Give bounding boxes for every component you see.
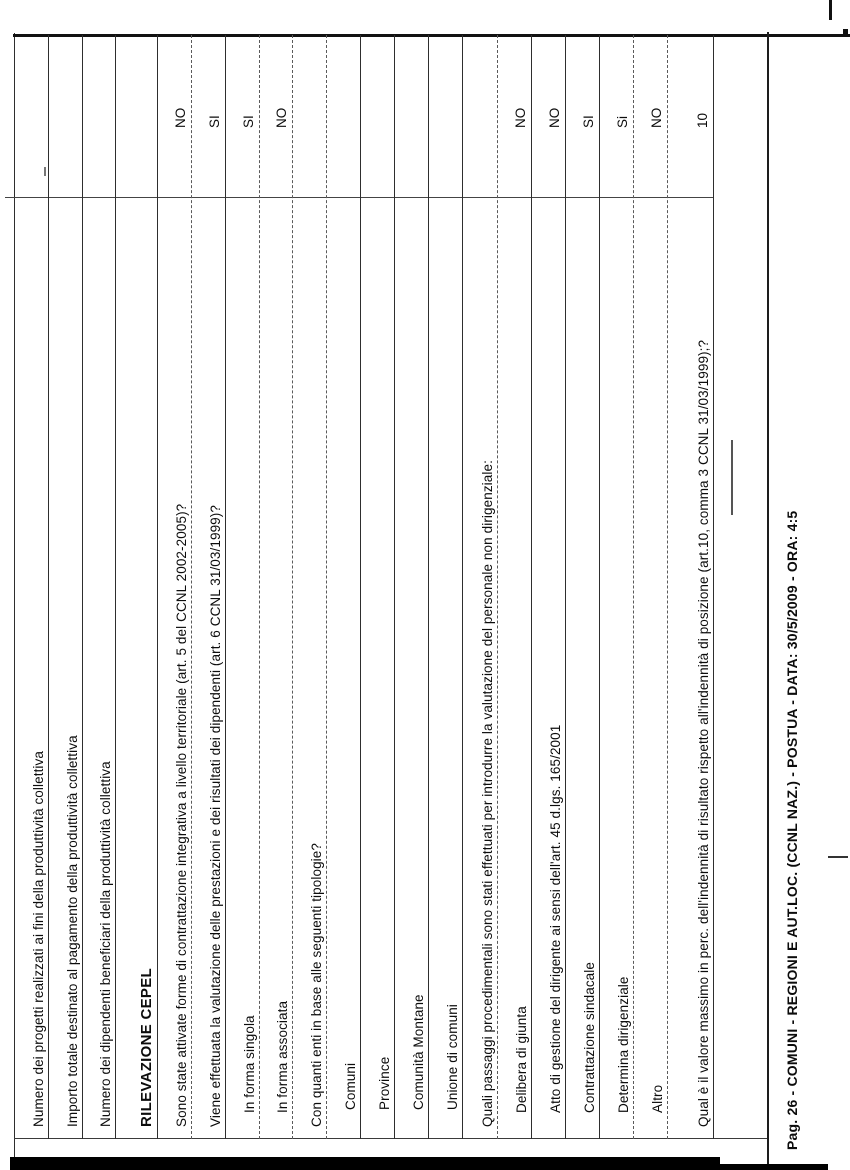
scan-mark-dash: [828, 856, 848, 858]
form-row: [15, 35, 49, 1139]
form-row: [360, 35, 395, 1139]
question-label: Unione di comuni: [445, 1004, 460, 1110]
form-row: [259, 35, 293, 1139]
form-row: [565, 35, 600, 1139]
question-label: Qual è il valore massimo in perc. dell'indennità di risultato rispetto all'indennità di posizione (art.10, comma 3 CCNL 31/03/1999);?: [696, 339, 711, 1127]
scan-black-bar-thin: [720, 1164, 828, 1170]
form-row: [531, 35, 566, 1139]
section-header-row: [115, 35, 158, 1139]
form-row: [225, 35, 260, 1139]
question-label: Importo totale destinato al pagamento della produttività collettiva: [65, 735, 80, 1127]
question-label: In forma singola: [242, 1015, 257, 1113]
question-label: Atto di gestione del dirigente ai sensi dell'art. 45 d.lgs. 165/2001: [548, 724, 563, 1113]
form-row: [599, 35, 634, 1139]
page-footer: Pag. 26 - COMUNI - REGIONI E AUT.LOC. (CCNL NAZ.) - POSTUA - DATA: 30/5/2009 - ORA: 4:5: [784, 510, 800, 1150]
scan-mark-corner: [829, 0, 832, 20]
question-label: Numero dei progetti realizzati ai fini della produttività collettiva: [31, 751, 46, 1127]
question-label: Con quanti enti in base alle seguenti tipologie?: [309, 842, 324, 1127]
form-row: [497, 35, 532, 1139]
section-title: RILEVAZIONE CEPEL: [138, 967, 155, 1127]
answer-value: SI: [581, 115, 596, 128]
answer-value: NO: [274, 107, 289, 128]
question-label: Determina dirigenziale: [616, 976, 631, 1113]
question-label: Quali passaggi procedimentali sono stati effettuati per introdurre la valutazione del personale non dirigenziale:: [480, 460, 495, 1127]
answer-value: Si: [615, 115, 630, 128]
form-row: [394, 35, 429, 1139]
form-row: [157, 35, 192, 1139]
answer-value: NO: [649, 107, 664, 128]
question-label: Province: [377, 1056, 392, 1110]
answer-value: NO: [173, 107, 188, 128]
question-label: Comunità Montane: [411, 994, 426, 1110]
answer-value: NO: [547, 107, 562, 128]
question-label: In forma associata: [275, 1000, 290, 1113]
question-label: Viene effettuata la valutazione delle prestazioni e dei risultati dei dipendenti (art. 6 CCNL 31/03/1999)?: [208, 505, 223, 1127]
question-label: Delibera di giunta: [514, 1006, 529, 1113]
answer-value: SI: [241, 115, 256, 128]
scan-mark-corner-dot: [843, 29, 848, 34]
answer-value: 10: [695, 112, 710, 128]
form-row: [462, 35, 498, 1139]
scan-mark-row1-answer: [44, 167, 46, 176]
form-row: [82, 35, 116, 1139]
question-label: Comuni: [343, 1062, 358, 1110]
form-border-bottom: [767, 32, 769, 1165]
form-row: [326, 35, 361, 1139]
question-label: Sono state attivate forme di contrattazione integrativa a livello territoriale (art. 5 del CCNL 2002-2005)?: [174, 503, 189, 1127]
form-row: [633, 35, 668, 1139]
scan-mark-line-segment: [731, 440, 733, 515]
answer-value: NO: [513, 107, 528, 128]
answer-value: SI: [207, 115, 222, 128]
form-row: [48, 35, 83, 1139]
form-row: [292, 35, 327, 1139]
form-row: [667, 35, 714, 1139]
form-row: [191, 35, 226, 1139]
question-label: Altro: [650, 1084, 665, 1113]
question-label: Contrattazione sindacale: [582, 962, 597, 1113]
question-label: Numero dei dipendenti beneficiari della produttività collettiva: [98, 761, 113, 1127]
form-row: [428, 35, 463, 1139]
scan-black-bar: [10, 1157, 720, 1170]
